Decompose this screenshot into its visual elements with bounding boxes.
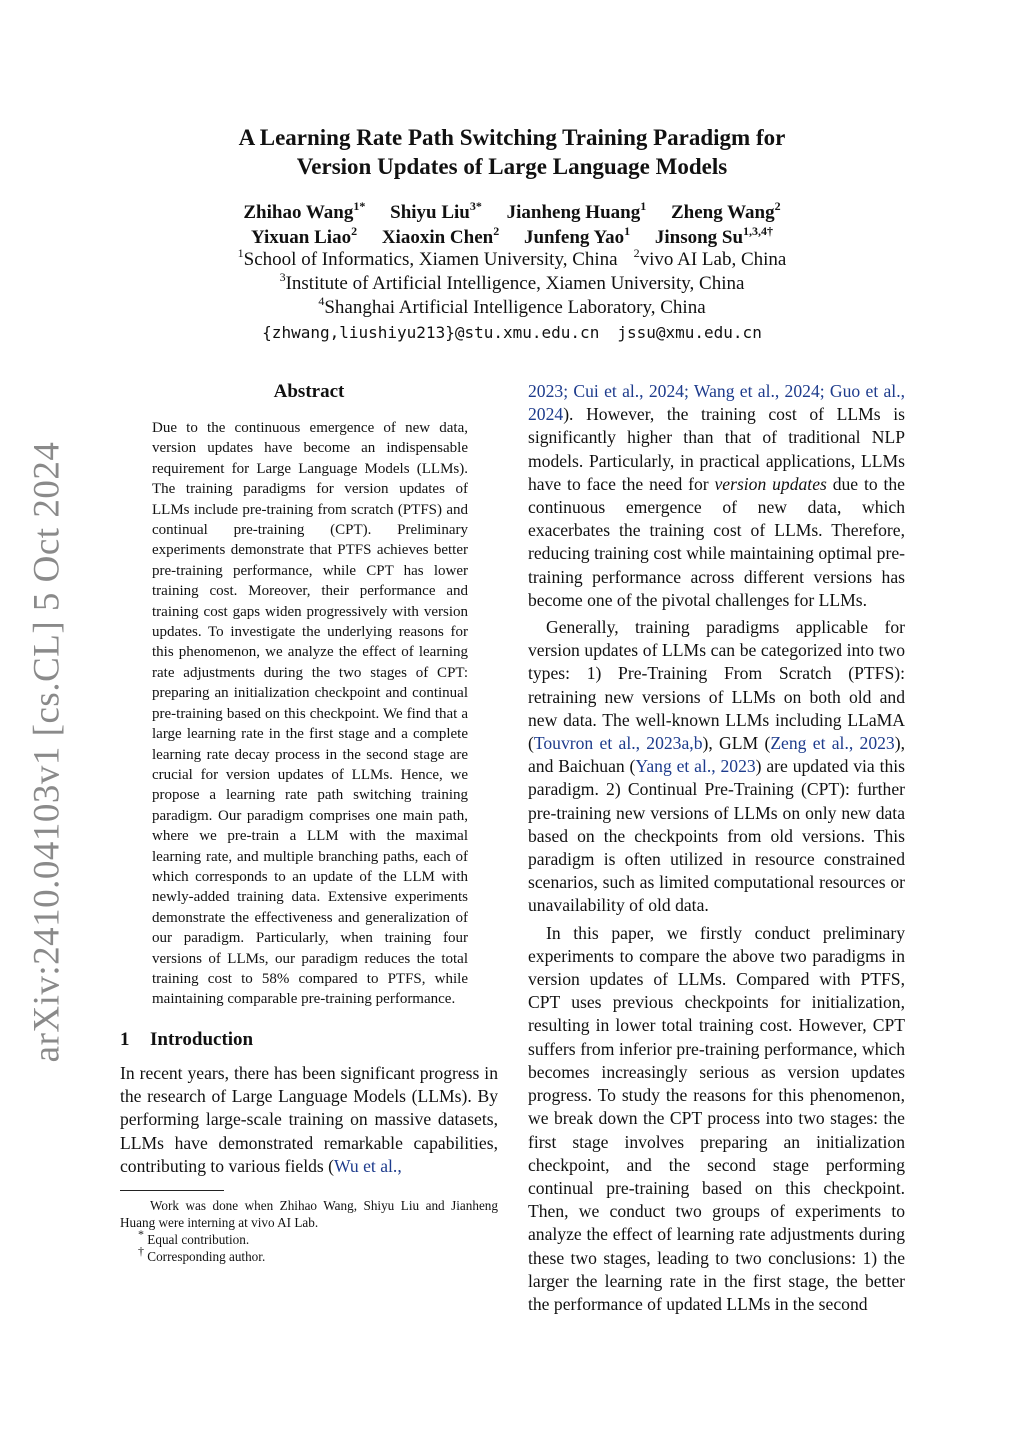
footnote-divider xyxy=(120,1190,224,1191)
title-line-1: A Learning Rate Path Switching Training Paradigm for xyxy=(238,125,786,150)
section-number: 1 xyxy=(120,1028,130,1050)
arxiv-id: arXiv:2410.04103v1 [cs.CL] 5 Oct 2024 xyxy=(26,441,68,1063)
title-line-2: Version Updates of Large Language Models xyxy=(296,154,728,179)
citation-link[interactable]: Yang et al., 2023 xyxy=(635,756,756,777)
intro-paragraph-3: In this paper, we firstly conduct preliminary experiments to compare the above two paradigms in version updates of LLMs. Compared with PTFS, CPT uses previous checkpoints for initialization, resulting in lower total training cost. However, CPT suffers from inferior pre-training performance, which becomes increasingly serious as version updates progress. To study the reasons for this phenomenon, we break down the CPT process into two stages: the first stage involves preparing an initialization checkpoint, and the second stage performing continual pre-training based on this checkpoint. Then, we conduct two groups of experiments to analyze the effect of learning rate adjustments during these two stages, leading to two conclusions: 1) the larger the learning rate in the first stage, the better the performance of updated LLMs in the second xyxy=(528,922,905,1314)
author-list xyxy=(0,200,1024,250)
footnote-equal: * Equal contribution. xyxy=(138,1226,250,1248)
affiliation: $^4$Shanghai Artificial Intelligence Laboratory, China xyxy=(318,293,706,318)
paper-title xyxy=(0,123,1024,181)
author: Junfeng Yao$^1$ xyxy=(523,223,631,248)
author: Jianheng Huang$^1$ xyxy=(506,198,647,223)
citation-link[interactable]: Wu et al., xyxy=(334,1155,402,1176)
citation-link[interactable]: Zeng et al., 2023 xyxy=(770,733,895,754)
section-title: Introduction xyxy=(150,1028,254,1050)
footnote-corresponding: † Corresponding author. xyxy=(138,1243,266,1265)
author: Jinsong $Su^{1,3,4\dagger}$ xyxy=(654,223,774,248)
affiliation: $^2$vivo AI Lab, China xyxy=(633,245,787,270)
affiliations xyxy=(0,245,1024,320)
email-corresponding: jssu@xmu.edu.cn xyxy=(617,323,762,342)
author: Xiaoxin Chen$^2$ xyxy=(381,223,500,248)
citation-link[interactable]: Touvron et al., 2023a,b xyxy=(533,733,703,754)
author: Zhihao Wang$^{1*}$ xyxy=(243,198,366,223)
affiliation: $^1$School of Informatics, Xiamen University, China xyxy=(237,245,618,270)
intro-paragraph-1-cont: 2023; Cui et al., 2024; Wang et al., 2024; Guo et al., 2024). However, the training cost of LLMs is significantly higher than that of traditional NLP models. Particularly, in practical applications, LLMs have to face the need for version updates due to the continuous emergence of new data, which exacerbates the training cost of LLMs. Therefore, reducing training cost while maintaining optimal pre-training performance across different versions has become one of the pivotal challenges for LLMs. xyxy=(528,381,905,610)
right-column xyxy=(528,380,905,1316)
intro-paragraph-1: In recent years, there has been significant progress in the research of Large Language Models (LLMs). By performing large-scale training on massive datasets, LLMs have demonstrated remarkable capabilities, contributing to various fields (Wu et al., xyxy=(120,1062,498,1176)
email-line xyxy=(0,321,1024,345)
abstract-heading: Abstract xyxy=(273,381,345,402)
section-heading xyxy=(120,1028,498,1052)
abstract-text: Due to the continuous emergence of new data, version updates have become an indispensable requirement for Large Language Models (LLMs). The training paradigms for version updates of LLMs include pre-training from scratch (PTFS) and continual pre-training (CPT). Preliminary experiments demonstrate that PTFS achieves better pre-training performance, while CPT has lower training cost. Moreover, their performance and training cost gaps widen progressively with version updates. To investigate the underlying reasons for this phenomenon, we analyze the effect of learning rate adjustments during the two stages of CPT: preparing an initialization checkpoint and continual pre-training based on this checkpoint. We find that a large learning rate in the first stage and a complete learning rate decay process in the second stage are crucial for version updates of LLMs. Hence, we propose a learning rate path switching training paradigm. Our paradigm comprises one main path, where we pre-train a LLM with the maximal learning rate, and multiple branching paths, each of which corresponds to an update of the LLM with newly-added training data. Extensive experiments demonstrate the effectiveness and generalization of our paradigm. Particularly, when training four versions of LLMs, our paradigm reduces the total training cost to 58% compared to PTFS, while maintaining comparable pre-training performance. xyxy=(152,420,468,1008)
citation-link[interactable]: 2023; Cui et al., 2024; Wang et al., 2024; Guo et al., 2024 xyxy=(528,381,905,425)
left-column xyxy=(120,380,498,1265)
author: Zheng Wang$^2$ xyxy=(670,198,781,223)
intro-paragraph-2: Generally, training paradigms applicable for version updates of LLMs can be categorized into two types: 1) Pre-Training From Scratch (PTFS): retraining new versions of LLMs on both old and new data. The well-known LLMs including LLaMA (Touvron et al., 2023a,b), GLM (Zeng et al., 2023), and Baichuan (Yang et al., 2023) are updated via this paradigm. 2) Continual Pre-Training (CPT): further pre-training new versions of LLMs on only new data based on the checkpoints from old versions. This paradigm is often utilized in resource constrained scenarios, such as limited computational resources or unavailability of old data. xyxy=(528,617,906,916)
author: Yixuan Liao$^2$ xyxy=(250,223,358,248)
email-students: {zhwang,liushiyu213}@stu.xmu.edu.cn xyxy=(262,323,600,342)
arxiv-sidebar xyxy=(22,441,72,1063)
footnote-work: Work was done when Zhihao Wang, Shiyu Liu and Jianheng Huang were interning at vivo AI Lab. xyxy=(120,1198,498,1231)
affiliation: $^3$Institute of Artificial Intelligence, Xiamen University, China xyxy=(279,269,745,294)
author: Shiyu Liu$^{3*}$ xyxy=(390,198,482,223)
